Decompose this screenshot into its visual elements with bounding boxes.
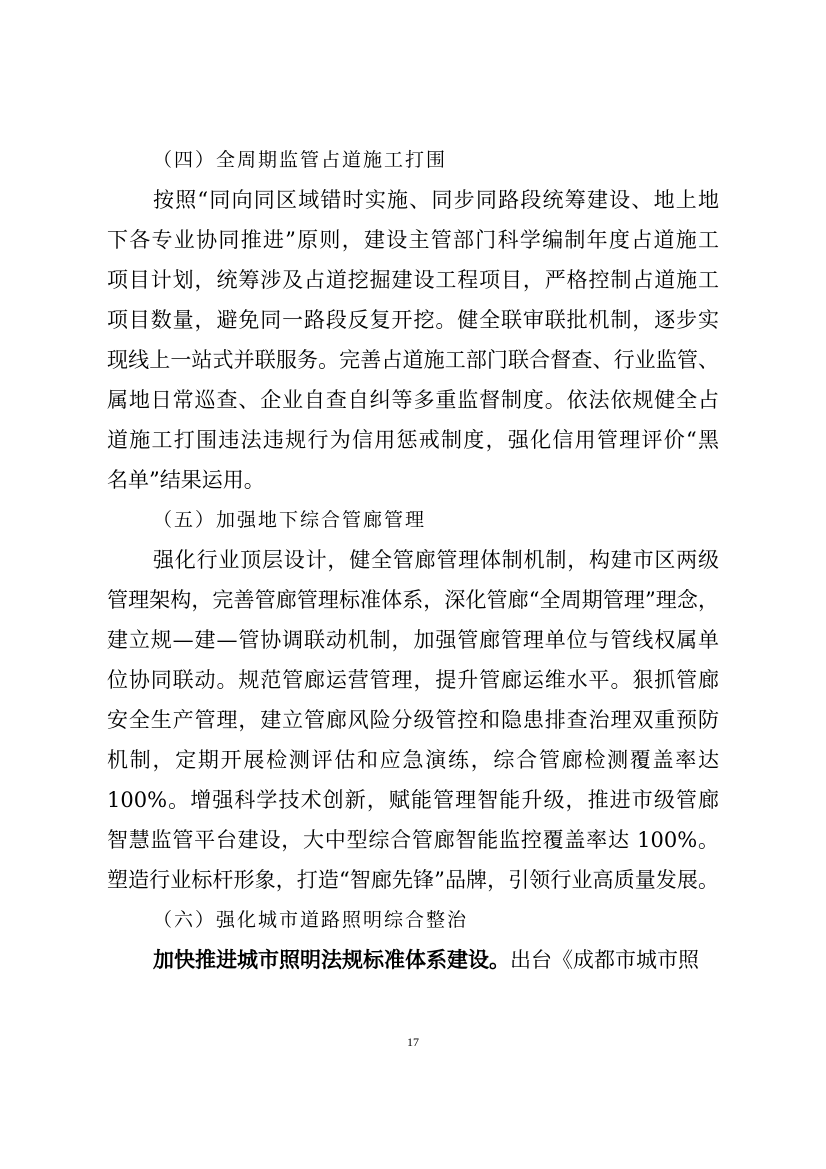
paragraph-line: 属地日常巡查、企业自查自纠等多重监督制度。依法依规健全占 — [107, 388, 719, 412]
paragraph-text: 出台《成都市城市照 — [510, 948, 699, 972]
paragraph-line: 项目数量，避免同一路段反复开挖。健全联审联批机制，逐步实 — [107, 308, 719, 332]
paragraph-line: 智慧监管平台建设，大中型综合管廊智能监控覆盖率达 100%。 — [107, 828, 719, 852]
paragraph-line: 管理架构，完善管廊管理标准体系，深化管廊“全周期管理”理念， — [107, 588, 719, 612]
paragraph-line — [107, 940, 719, 980]
paragraph-line: 名单”结果运用。 — [107, 468, 265, 492]
section-heading-5: （五）加强地下综合管廊管理 — [153, 509, 427, 531]
section-heading-6: （六）强化城市道路照明综合整治 — [153, 909, 469, 931]
paragraph-line: 项目计划，统筹涉及占道挖掘建设工程项目，严格控制占道施工 — [107, 268, 719, 292]
paragraph-line: 建立规—建—管协调联动机制，加强管廊管理单位与管线权属单 — [107, 628, 719, 652]
paragraph-line: 现线上一站式并联服务。完善占道施工部门联合督查、行业监管、 — [107, 348, 719, 372]
page-number: 17 — [407, 1035, 419, 1049]
paragraph-line: 塑造行业标杆形象，打造“智廊先锋”品牌，引领行业高质量发展。 — [107, 868, 719, 892]
paragraph-line: 100%。增强科学技术创新，赋能管理智能升级，推进市级管廊 — [107, 788, 719, 812]
section-heading-4: （四）全周期监管占道施工打围 — [153, 149, 448, 171]
paragraph-line: 下各专业协同推进”原则，建设主管部门科学编制年度占道施工 — [107, 228, 719, 252]
paragraph-line: 位协同联动。规范管廊运营管理，提升管廊运维水平。狠抓管廊 — [107, 668, 719, 692]
document-body — [107, 140, 719, 980]
paragraph-line: 强化行业顶层设计，健全管廊管理体制机制，构建市区两级 — [153, 548, 719, 572]
bold-lead-text: 加快推进城市照明法规标准体系建设。 — [153, 947, 510, 972]
paragraph-line: 安全生产管理，建立管廊风险分级管控和隐患排查治理双重预防 — [107, 708, 719, 732]
paragraph-line: 道施工打围违法违规行为信用惩戒制度，强化信用管理评价“黑 — [107, 428, 719, 452]
paragraph-line: 按照“同向同区域错时实施、同步同路段统筹建设、地上地 — [153, 188, 719, 212]
paragraph-line: 机制，定期开展检测评估和应急演练，综合管廊检测覆盖率达 — [107, 748, 719, 772]
